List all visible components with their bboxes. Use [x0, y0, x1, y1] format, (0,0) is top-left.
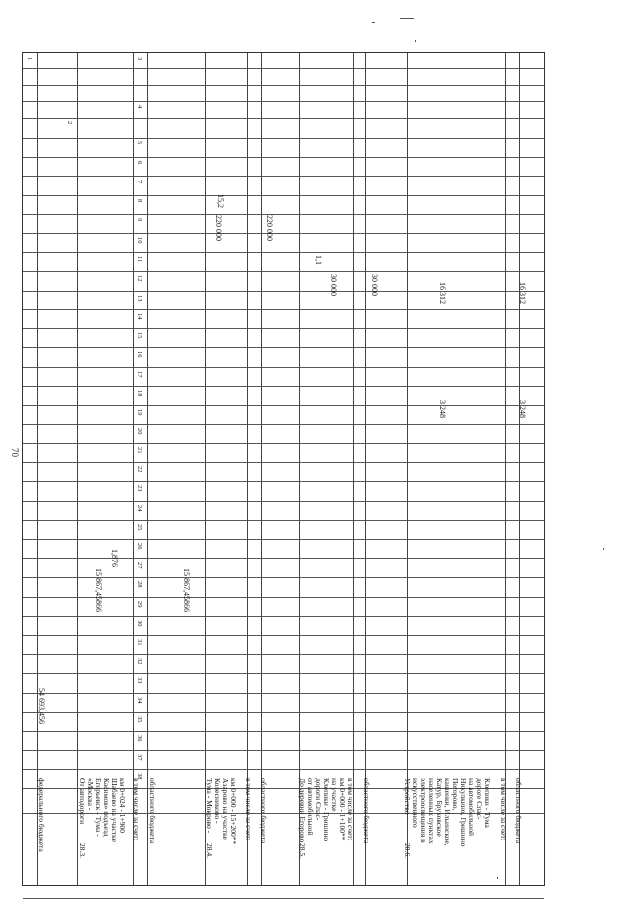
- col-number: 35: [136, 716, 143, 723]
- value-cell: 220 000: [214, 215, 223, 241]
- row-line: [23, 138, 544, 139]
- col-number: 20: [136, 428, 143, 435]
- col-number: 15: [136, 332, 143, 339]
- row-line: [23, 424, 544, 425]
- col-line: [519, 53, 520, 885]
- row-line: [23, 501, 544, 502]
- col-number: 2: [66, 121, 73, 125]
- value-cell: 1,1: [314, 255, 323, 265]
- value-cell: 1,876: [110, 549, 119, 567]
- section-text: на участке: [330, 778, 339, 812]
- col-number: 6: [136, 161, 143, 165]
- row-line: [23, 673, 544, 674]
- col-number: 16: [136, 351, 143, 358]
- section-text: Колесниково -: [213, 778, 222, 824]
- col-number: 9: [136, 218, 143, 222]
- row-line: [23, 233, 544, 234]
- section-text: Егорьевск - Тума -: [94, 778, 103, 837]
- value-cell: 220 000: [265, 215, 274, 241]
- col-number: 27: [136, 562, 143, 569]
- col-number: 10: [136, 237, 143, 244]
- value-cell: 16 312: [518, 282, 527, 304]
- value-cell: 15 867,45866: [182, 568, 191, 612]
- col-number: 33: [136, 677, 143, 684]
- scan-speck: [372, 22, 375, 23]
- row-line: [23, 214, 544, 215]
- scan-speck: [603, 548, 604, 550]
- value-cell: 15 867,45866: [94, 568, 103, 612]
- section-text: Клепики - Тума: [483, 778, 492, 828]
- value-cell: 30 000: [329, 274, 338, 296]
- section-text: До деревни Егорово: [298, 778, 307, 843]
- header-value: 54 693,456: [37, 688, 46, 724]
- col-number: 7: [136, 180, 143, 184]
- col-number: 24: [136, 505, 143, 512]
- section-sub: областного бюджета: [362, 778, 371, 844]
- row-line: [23, 898, 544, 899]
- row-line: [23, 558, 544, 559]
- value-cell: 3 248: [518, 400, 527, 418]
- section-sub: в том числе за счет:: [499, 778, 508, 841]
- col-line: [261, 53, 262, 885]
- col-number: 29: [136, 601, 143, 608]
- col-number: 8: [136, 199, 143, 203]
- col-number: 1: [26, 57, 33, 61]
- row-line: [23, 405, 544, 406]
- scan-speck: [497, 877, 498, 879]
- row-line: [23, 539, 544, 540]
- section-text: Касимов» подъезд: [102, 778, 111, 837]
- row-line: [23, 386, 544, 387]
- section-sub: областного бюджета: [259, 778, 268, 844]
- section-text: Никулкино, Гришино: [459, 778, 468, 847]
- row-line: [23, 750, 544, 751]
- section-id: 28.4.: [205, 843, 214, 858]
- section-text: Клепики - Гришино: [322, 778, 331, 842]
- col-number: 21: [136, 447, 143, 454]
- row-line: [23, 68, 544, 69]
- row-line: [23, 367, 544, 368]
- section-id: 28.6.: [403, 843, 412, 858]
- section-text: электроосвещения в: [419, 778, 428, 843]
- row-line: [23, 731, 544, 732]
- row-line: [23, 85, 544, 86]
- col-line: [133, 53, 134, 885]
- col-number: 11: [136, 256, 143, 263]
- col-number: 13: [136, 295, 143, 302]
- row-line: [23, 654, 544, 655]
- section-id: 28.3.: [78, 843, 87, 858]
- section-text: Погорово,: [451, 778, 460, 811]
- section-sub: в том числе за счет:: [346, 778, 355, 841]
- value-cell: 30 000: [370, 274, 379, 296]
- col-number: 30: [136, 620, 143, 627]
- col-number: 37: [136, 754, 143, 761]
- row-line: [23, 769, 544, 770]
- col-number: 28: [136, 581, 143, 588]
- row-line: [23, 520, 544, 521]
- col-number: 22: [136, 466, 143, 473]
- col-number: 25: [136, 524, 143, 531]
- row-line: [23, 176, 544, 177]
- section-text: «Москва -: [86, 778, 95, 811]
- row-line: [23, 712, 544, 713]
- section-id: 28.5.: [298, 843, 307, 858]
- col-line: [505, 53, 506, 885]
- section-sub: областного бюджета: [514, 778, 523, 844]
- section-text: Тума - Мокрово -: [205, 778, 214, 834]
- col-line: [353, 53, 354, 885]
- col-number: 26: [136, 543, 143, 550]
- col-number: 32: [136, 658, 143, 665]
- col-number: 36: [136, 735, 143, 742]
- section-text: дороги Спас-: [314, 778, 323, 821]
- col-number: 38: [136, 773, 143, 780]
- section-text: Шабаево на участке: [110, 778, 119, 842]
- budget-table: [22, 52, 545, 886]
- col-number: 17: [136, 371, 143, 378]
- row-line: [23, 157, 544, 158]
- col-line: [247, 53, 248, 885]
- section-text: от автомобильной: [306, 778, 315, 836]
- row-line: [23, 443, 544, 444]
- section-text: дороге Спас-: [475, 778, 484, 820]
- col-number: 18: [136, 390, 143, 397]
- row-line: [23, 616, 544, 617]
- section-sub: в том числе за счет:: [132, 778, 141, 841]
- col-line: [365, 53, 366, 885]
- row-line: [23, 635, 544, 636]
- section-text: км 0+000 - 1+100**: [338, 778, 347, 841]
- col-number: 5: [136, 141, 143, 145]
- col-number: 3: [136, 57, 143, 61]
- row-line: [23, 462, 544, 463]
- col-number: 12: [136, 275, 143, 282]
- section-text: кашенки, Ильинское,: [443, 778, 452, 846]
- col-line: [299, 53, 300, 885]
- section-sub: областного бюджета: [148, 778, 157, 844]
- col-line: [407, 53, 408, 885]
- col-number: 23: [136, 485, 143, 492]
- page-number: 70: [10, 448, 20, 457]
- section-sub: в том числе за счет:: [244, 778, 253, 841]
- scan-speck: [400, 18, 414, 19]
- row-line: [23, 118, 544, 119]
- col-number: 14: [136, 313, 143, 320]
- section-text: Устройство: [403, 778, 412, 815]
- row-line: [23, 101, 544, 102]
- row-line: [23, 328, 544, 329]
- col-line: [147, 53, 148, 885]
- col-line: [37, 53, 38, 885]
- row-line: [23, 309, 544, 310]
- value-cell: 15,2: [216, 194, 225, 208]
- section-text: Азарово на участке: [221, 778, 230, 840]
- row-line: [23, 693, 544, 694]
- col-line: [205, 53, 206, 885]
- col-number: 19: [136, 409, 143, 416]
- value-cell: 3 248: [438, 400, 447, 418]
- row-line: [23, 291, 544, 292]
- row-line: [23, 195, 544, 196]
- col-number: 31: [136, 639, 143, 646]
- row-line: [23, 347, 544, 348]
- section-text: населенных пунктах: [427, 778, 436, 844]
- col-number: 4: [136, 105, 143, 109]
- section-text: км 0+000 - 15+200**: [229, 778, 238, 845]
- row-line: [23, 271, 544, 272]
- header-label: федерального бюджета: [37, 778, 46, 852]
- section-text: искусственного: [411, 778, 420, 828]
- scan-speck: [415, 40, 416, 42]
- section-text: От автодороги: [78, 778, 87, 825]
- col-number: 34: [136, 697, 143, 704]
- section-text: км 0+024 - 1+900: [118, 778, 127, 833]
- row-line: [23, 252, 544, 253]
- section-text: на автомобильной: [467, 778, 476, 836]
- section-text: Катур, Бруховское: [435, 778, 444, 837]
- col-line: [77, 53, 78, 885]
- value-cell: 16 312: [438, 282, 447, 304]
- row-line: [23, 481, 544, 482]
